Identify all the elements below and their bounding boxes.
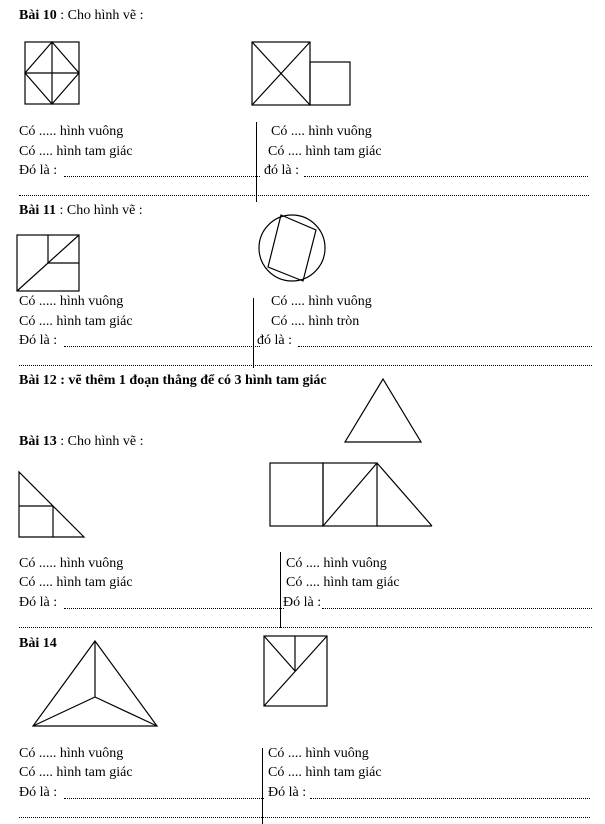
b10-left-line1: Có ..... hình vuông xyxy=(19,124,124,139)
b11-left-line2: Có .... hình tam giác xyxy=(19,314,133,329)
b11-right-line1: Có .... hình vuông xyxy=(271,294,372,309)
b10-right-line2: Có .... hình tam giác xyxy=(268,144,382,159)
b14-divider xyxy=(262,748,263,824)
b13-title-bold: Bài 13 xyxy=(19,434,57,449)
b11-title-rest: : Cho hình vẽ : xyxy=(55,203,143,218)
b10-right-line1: Có .... hình vuông xyxy=(271,124,372,139)
b11-title-bold: Bài 11 xyxy=(19,203,56,218)
b12-title: Bài 12 : vẽ thêm 1 đoạn thẳng để có 3 hình tam giác xyxy=(19,373,327,388)
b14-left-line2: Có .... hình tam giác xyxy=(19,765,133,780)
b11-left-line1: Có ..... hình vuông xyxy=(19,294,124,309)
b11-right-line3: đó là : xyxy=(257,333,292,348)
b14-right-line2: Có .... hình tam giác xyxy=(268,765,382,780)
b13-right-line3: Đó là : xyxy=(283,595,322,610)
b14-answer-line-left[interactable] xyxy=(64,798,264,799)
b13-right-line1: Có .... hình vuông xyxy=(286,556,387,571)
b11-left-line3: Đó là : xyxy=(19,333,58,348)
b10-left-line2: Có .... hình tam giác xyxy=(19,144,133,159)
b14-answer-line-right[interactable] xyxy=(310,798,590,799)
b14-left-line1: Có ..... hình vuông xyxy=(19,746,124,761)
b11-right-line2: Có .... hình tròn xyxy=(271,314,360,329)
b14-right-line3: Đó là : xyxy=(268,785,307,800)
b13-left-line3: Đó là : xyxy=(19,595,58,610)
b14-right-line1: Có .... hình vuông xyxy=(268,746,369,761)
b14-answer-line-full[interactable] xyxy=(19,817,590,818)
b13-right-line2: Có .... hình tam giác xyxy=(286,575,400,590)
b13-left-line1: Có ..... hình vuông xyxy=(19,556,124,571)
b13-left-line2: Có .... hình tam giác xyxy=(19,575,133,590)
b10-right-line3: đó là : xyxy=(264,163,299,178)
b14-left-line3: Đó là : xyxy=(19,785,58,800)
b10-title-bold: Bài 10 xyxy=(19,8,57,23)
b10-title-rest: : Cho hình vẽ : xyxy=(56,8,144,23)
b13-title-rest: : Cho hình vẽ : xyxy=(56,434,144,449)
b10-left-line3: Đó là : xyxy=(19,163,58,178)
b14-title: Bài 14 xyxy=(19,636,57,651)
